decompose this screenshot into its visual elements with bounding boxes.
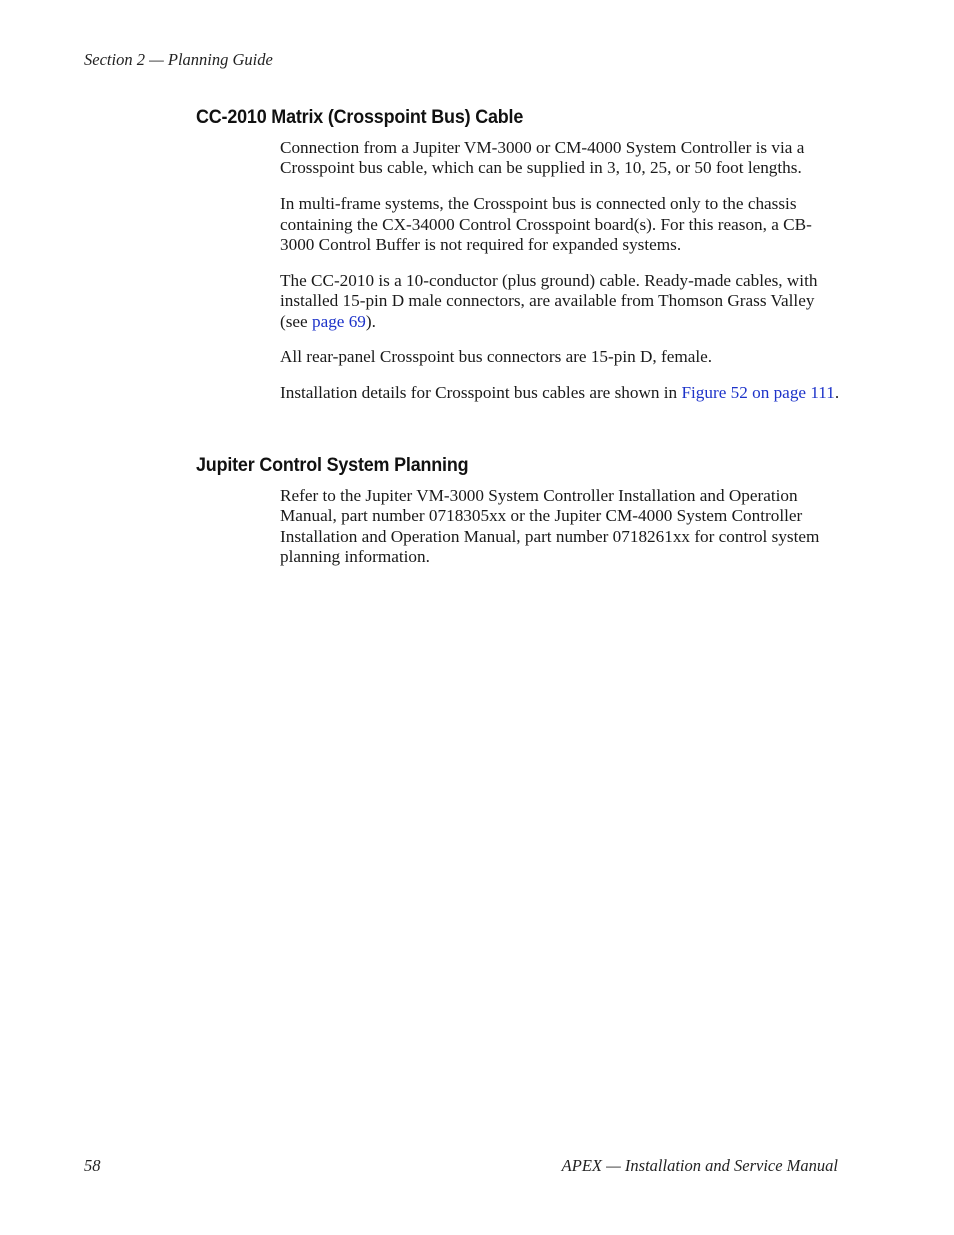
figure-52-link[interactable]: Figure 52 on page 111 [681,383,835,403]
paragraph: Connection from a Jupiter VM-3000 or CM-4000 System Controller is via a Crosspoint bus cable, which can be supplied in 3, 10, 25, or 50 foot lengths. [280,138,805,178]
paragraph-text: ). [365,311,376,331]
page-number: 58 [84,1156,101,1175]
paragraph [280,383,842,403]
paragraph: All rear-panel Crosspoint bus connectors are 15-pin D, female. [280,347,713,367]
running-header: Section 2 — Planning Guide [84,50,273,69]
paragraph-text: Installation details for Crosspoint bus cables are shown in [280,383,682,403]
footer-manual-title: APEX — Installation and Service Manual [561,1156,838,1175]
section-body-jupiter-planning [280,486,842,583]
paragraph [280,271,842,332]
page-69-link[interactable]: page 69 [311,311,366,331]
section-heading-jupiter-planning: Jupiter Control System Planning [196,454,469,476]
paragraph: In multi-frame systems, the Crosspoint bus is connected only to the chassis containing the CX-34000 Control Crosspoint board(s). For this reason, a CB-3000 Control Buffer is not required for expanded systems. [280,194,812,255]
paragraph-text: The CC-2010 is a 10-conductor (plus ground) cable. Ready-made cables, with installed 15-pin D male connectors, are available from Thomson Grass Valley (see [280,270,818,331]
paragraph: Refer to the Jupiter VM-3000 System Controller Installation and Operation Manual, part number 0718305xx or the Jupiter CM-4000 System Controller Installation and Operation Manual, part number 0718261xx for control system planning information. [280,486,820,567]
section-body-cc2010 [280,138,842,419]
paragraph-text: . [834,383,840,403]
section-heading-cc2010: CC-2010 Matrix (Crosspoint Bus) Cable [196,106,524,128]
